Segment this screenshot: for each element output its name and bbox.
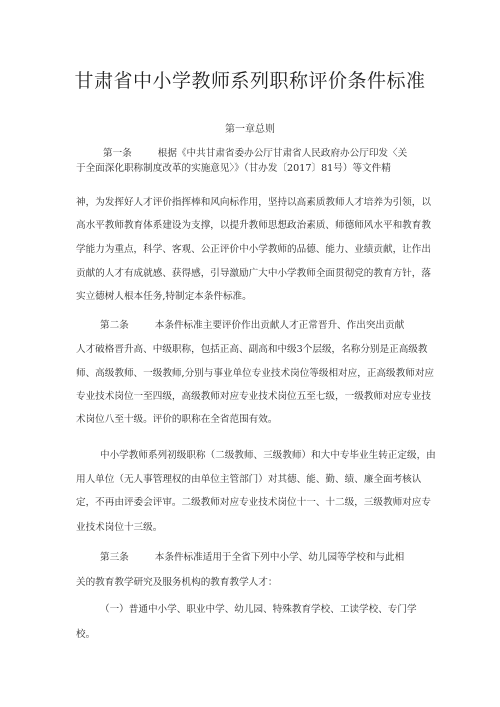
article2-line: 术岗位八至十级。评价的职称在全省范围有效。 xyxy=(76,414,278,425)
article1-line: 高水平教师教育体系建设为支撑，以提升教师思想政治素质、师德师风水平和教育教 xyxy=(76,220,431,231)
article1-label: 第一条 xyxy=(103,148,132,159)
item1-line: （一）普通中小学、职业中学、幼儿园、特殊教育学校、工读学校、专门学 xyxy=(100,604,417,615)
article1-line: 贡献的人才有成就感、获得感，引导激励广大中小学教师全面贯彻党的教育方针，落 xyxy=(76,268,431,279)
article3-first-line xyxy=(100,551,404,565)
article2-line: 专业技术岗位一至四级，高级教师对应专业技术岗位五至七级，一级教师对应专业技 xyxy=(76,391,431,402)
article1-first-line xyxy=(103,147,407,161)
article3-label: 第三条 xyxy=(100,552,129,563)
article1-line: 根据《中共甘肃省委办公厅甘肃省人民政府办公厅印发〈关 xyxy=(157,148,408,159)
junior-paragraph-line: 业技术岗位十三级。 xyxy=(76,522,163,533)
article2-first-line xyxy=(100,319,404,333)
article2-line: 本条件标准主要评价作出贡献人才正常晋升、作出突出贡献 xyxy=(154,320,405,331)
junior-paragraph-line: 中小学教师系列初级职称（二级教师、三级教师）和大中专毕业生转正定级，由 xyxy=(100,450,436,461)
chapter-heading: 第一章总则 xyxy=(225,124,275,135)
junior-paragraph-line: 定，不再由评委会评审。二级教师对应专业技术岗位十一、十二级，三级教师对应专 xyxy=(76,497,431,508)
article1-line: 实立德树人根本任务,特制定本条件标准。 xyxy=(76,291,252,302)
article2-label: 第二条 xyxy=(100,320,129,331)
item1-line: 校。 xyxy=(76,629,96,640)
article1-line: 于全面深化职称制度改革的实施意见〉》（甘办发〔2017〕81号）等文件精 xyxy=(76,163,391,174)
article3-line: 本条件标准适用于全省下列中小学、幼儿园等学校和与此相 xyxy=(154,552,405,563)
document-title: 甘肃省中小学教师系列职称评价条件标准 xyxy=(74,70,426,92)
article2-line: 人才破格晋升高、中级职称，包括正高、副高和中级3个层级，名称分别是正高级教 xyxy=(76,344,428,355)
article1-line: 神，为发挥好人才评价指挥棒和风向标作用，坚持以高素质教师人才培养为引领，以 xyxy=(76,197,431,208)
junior-paragraph-line: 用人单位（无人事管理权的由单位主管部门）对其德、能、勤、绩、廉全面考核认 xyxy=(76,474,422,485)
article1-line: 学能力为重点，科学、客观、公正评价中小学教师的品德、能力、业绩贡献，让作出 xyxy=(76,244,431,255)
article3-line: 关的教育教学研究及服务机构的教育教学人才： xyxy=(76,577,278,588)
article2-line: 师、高级教师、一级教师,分别与事业单位专业技术岗位等级相对应，正高级教师对应 xyxy=(76,368,435,379)
